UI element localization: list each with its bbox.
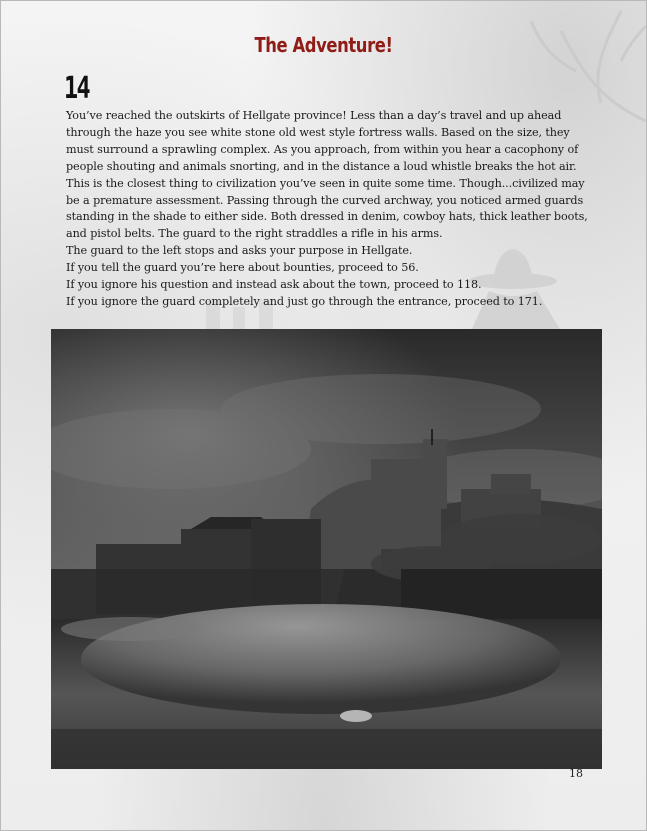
fortress-illustration [51, 329, 602, 769]
page-number: 18 [569, 767, 583, 780]
choice-option: If you ignore the guard completely and just go through the entrance, proceed to 171. [66, 294, 543, 308]
choice-option: If you tell the guard you’re here about bounties, proceed to 56. [66, 261, 419, 275]
fortress-painting [51, 329, 602, 769]
story-text [66, 108, 594, 311]
section-number: 14 [64, 71, 90, 106]
story-paragraph: You’ve reached the outskirts of Hellgate province! Less than a day’s travel and up ahead through the haze you see white stone old west style fortress walls. Based on the size, they must surround a sprawling complex. As you approach, from within you hear a cacophony of people shouting and animals snorting, and in the distance a loud whistle breaks the hot air. [66, 109, 579, 173]
page-title: The Adventure! [254, 33, 393, 57]
story-paragraph: The guard to the left stops and asks your purpose in Hellgate. [66, 244, 413, 258]
choice-option: If you ignore his question and instead ask about the town, proceed to 118. [66, 278, 482, 292]
story-paragraph: This is the closest thing to civilization you’ve seen in quite some time. Though...civilized may be a premature assessment. Passing through the curved archway, you noticed armed guards standing in the shade to either side. Both dressed in denim, cowboy hats, thick leather boots, and pistol belts. The guard to the right straddles a rifle in his arms. [66, 176, 588, 241]
